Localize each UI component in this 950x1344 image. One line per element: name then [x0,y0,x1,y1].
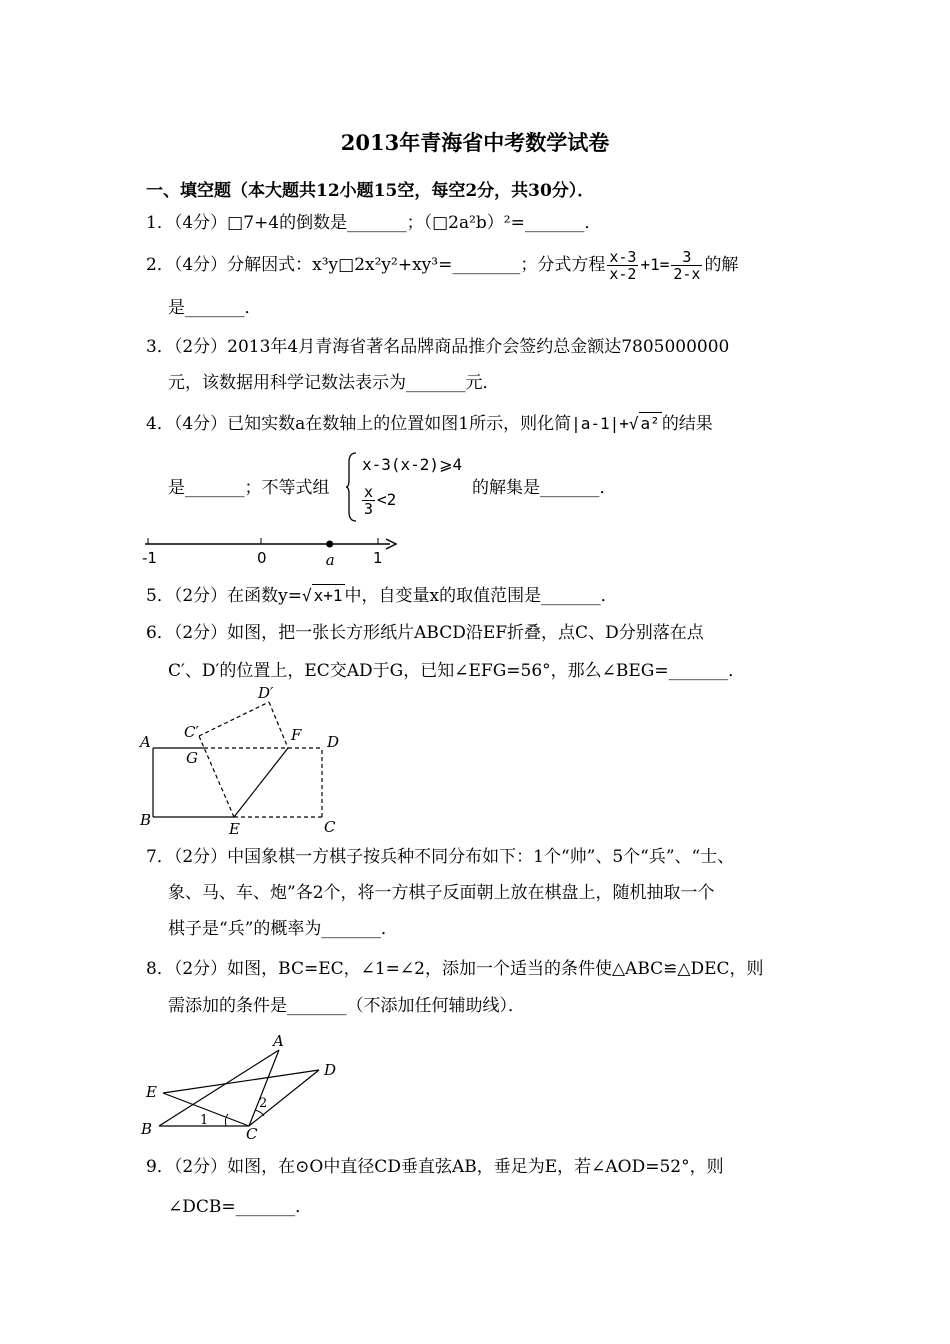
tick-label-1: 1 [373,549,383,567]
q4-plus: + [619,414,629,433]
label-e: E [229,820,240,838]
q5-sqrt-sign: √ [301,586,312,605]
segment-c-prime-d-prime [199,702,269,736]
question-8: 8．（2分）如图，BC=EC，∠1=∠2，添加一个适当的条件使△ABC≌△DEC，则 [146,959,764,979]
q5-prefix: 5．（2分）在函数y= [146,586,302,606]
question-7-line2: 象、马、车、炮”各2个，将一方棋子反面朝上放在棋盘上，随机抽取一个 [168,883,715,903]
figure-q8 [138,1030,348,1145]
q2-f1-numerator: x-3 [609,248,637,266]
q4-ineq2-fraction [362,484,375,517]
q2-fraction-2 [671,249,702,282]
q4-prefix: 4．（4分）已知实数a在数轴上的位置如图1所示，则化简 [146,414,572,434]
question-2 [146,247,738,283]
q4-sqrt: a² [640,414,660,433]
number-line [140,532,410,572]
q4-inequality-1: x-3(x-2)⩾4 [362,455,463,474]
fold-line-ef [234,748,288,817]
label-b: B [140,811,152,829]
question-3-line2: 元，该数据用科学记数法表示为_______元． [168,373,500,393]
q2-fraction-1 [607,249,638,282]
section-heading: 一、填空题（本大题共12小题15空，每空2分，共30分）． [146,181,595,201]
angle-1-arc [225,1114,228,1126]
question-2-line2: 是_______． [168,298,262,318]
question-7: 7．（2分）中国象棋一方棋子按兵种不同分布如下：1个“帅”、5个“兵”、“士、 [146,847,735,867]
question-5 [146,584,618,607]
label-a: A [273,1032,284,1050]
label-a: A [140,733,151,751]
q4-sqrt-sign: √ [628,414,639,433]
q4-abs: |a-1| [571,414,620,433]
q4-ineq2-rest: <2 [377,490,397,509]
q4-line2-b: 的解集是_______． [472,478,617,498]
q2-f2-numerator: 3 [671,249,702,266]
q2-mid: +1= [640,255,670,274]
label-f: F [291,726,302,744]
q2-f1-denominator: x-2 [609,265,637,283]
segment-d-prime-f [269,702,288,748]
q5-sqrt: x+1 [313,586,343,605]
question-6-line2: C′、D′的位置上，EC交AD于G，已知∠EFG=56°，那么∠BEG=_______． [168,661,746,681]
label-d-prime: D′ [258,684,274,702]
label-d: D [324,1061,337,1079]
label-angle-1: 1 [200,1113,209,1128]
label-d: D [327,733,340,751]
figure-q6 [138,684,358,838]
question-3: 3．（2分）2013年4月青海省著名品牌商品推介会签约总金额达7805000000 [146,337,730,357]
q2-suffix: 的解 [704,255,739,275]
tick-label-minus-1: -1 [142,549,157,567]
question-9: 9．（2分）如图，在⊙O中直径CD垂直弦AB，垂足为E，若∠AOD=52°，则 [146,1157,724,1177]
question-6: 6．（2分）如图，把一张长方形纸片ABCD沿EF折叠，点C、D分别落在点 [146,623,704,643]
question-1: 1．（4分）□7+4的倒数是_______；（□2a²b）²=_______． [146,213,602,233]
q4-ineq2-denominator: 3 [364,500,374,518]
question-8-line2: 需添加的条件是_______（不添加任何辅助线）． [168,996,525,1016]
label-c: C [246,1125,258,1143]
point-a [326,541,333,548]
q2-f2-denominator: 2-x [673,265,701,283]
question-9-line2: ∠DCB=_______． [168,1197,313,1217]
q5-suffix: 中，自变量x的取值范围是_______． [344,586,618,606]
label-c-prime: C′ [184,723,199,741]
label-angle-2: 2 [259,1096,268,1111]
q4-line2-a: 是_______；不等式组 [168,478,330,498]
label-c: C [324,818,336,836]
label-b: B [141,1120,153,1138]
tick-label-a: a [325,551,335,569]
q4-ineq2-numerator: x [364,483,374,501]
label-e: E [146,1083,157,1101]
question-7-line3: 棋子是“兵”的概率为_______． [168,919,398,939]
q2-prefix: 2．（4分）分解因式：x³y□2x²y²+xy³=________；分式方程 [146,255,606,275]
question-4 [146,412,713,435]
q4-brace [346,452,358,522]
q4-inequality-2 [360,484,396,517]
tick-label-0: 0 [257,549,267,567]
label-g: G [186,749,198,767]
paper-title: 2013年青海省中考数学试卷 [340,130,610,155]
q4-suffix: 的结果 [661,414,713,434]
